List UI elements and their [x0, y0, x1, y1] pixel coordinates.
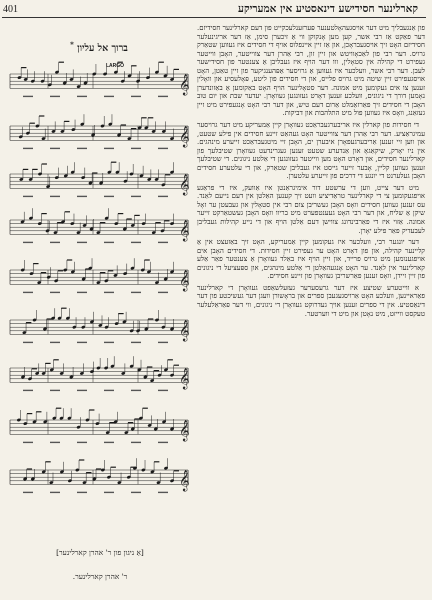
treble-clef-icon: 𝄞: [179, 174, 190, 196]
running-title: קארלינער חסידישע דינאסטיע אין אמעריקע: [238, 3, 418, 15]
treble-clef-icon: 𝄞: [179, 320, 190, 342]
text-column: [197, 24, 425, 596]
title-marker: *: [70, 40, 74, 49]
paragraph: די חסידות פון קארלין איז אריבערגעבראַכט געוואָרן קיין אַמעריקע מיט דער גרויסער עמיגראַציע. דער רבי אַהרן דער צווייטער האָט געהאַט זיינע חסידים אין פילע שטעט, און ווען זיי זענען אַריבערגעפאָרן איבערן ים, האָבן זיי מיטגעבראַכט זייערע מינהגים. אין ניו יאָרק, שיקאַגאָ און אַנדערע שטעט זענען געגרינדעט געוואָרן שטיבלעך פון קארלינער חסידים, און דאָרט האָט מען ווייטער געזונגען די אַלטע ניגונים. די שטיבלעך זענען געווען קליין, אָבער זייער גייסט איז געבליבן שטאַרק, און די עלטערע חסידים האָבן געלערנט די יונגע די דרכים פון זייערע עלטערן.: [197, 121, 425, 181]
treble-clef-icon: 𝄞: [179, 74, 190, 96]
treble-clef-icon: 𝄞: [179, 220, 190, 242]
header-rule: [2, 17, 426, 18]
treble-clef-icon: 𝄞: [179, 368, 190, 390]
treble-clef-icon: 𝄞: [179, 470, 190, 492]
tempo-marking: LARGO: [106, 63, 125, 69]
treble-clef-icon: 𝄞: [179, 420, 190, 442]
paragraph: מיט דער צייט, ווען די ערשטע דור אימיגראַנטן איז אַוועק, איז די פראַגע אויפגעקומען צי די קארלינער טראַדיציע וועט זיך קענען האַלטן אין דעם נייעם לאַנד. עס זענען געווען חסידים וואָס האָבן געשריבן צום רבי אין סטאָלין און געבעטן ער זאָל שיקן אַ שליח, און דער רבי האָט געענטפערט מיט בריוו וואָס האָבן געשטאַרקט זייער אמונה. אַזוי איז די פאַרבינדונג צווישן דעם אַלטן הויף און די נייע קהילות געבליבן לעבעדיק פאַר פילע יאָרן.: [197, 183, 425, 235]
treble-clef-icon: 𝄞: [179, 126, 190, 148]
song-title-text: ברוך אל עליון: [77, 43, 128, 55]
music-score: [6, 24, 192, 564]
treble-clef-icon: 𝄞: [179, 270, 190, 292]
score-caption-author: ר' אהרן קארלינער.: [72, 572, 128, 581]
page-header: [0, 0, 432, 20]
paragraph: א ווייטערע שטיצע איז דער גרעסערער געזעלשאַפט געוואָרן די קארלינער פאַראיינען, וועלכע האָט אַרויסגעגעבן ספרים און בראָשורן וועגן דער געשיכטע פון דער דינאַסטיע. אין די ספרים זענען אויך געדרוקט געוואָרן די ניגונים, ווי דער פּאַראַלעלער טעקסט ווייזט, מיט נאָטן און מיט די ווערטער.: [197, 283, 425, 318]
paragraph: דער יונגער רבי, וועלכער איז געקומען קיין אַמעריקע, האָט זיך באַזעצט אין אַ קליינער קהילה, און פון דאָרט האָט ער געפירט זיין חסידות. די חסידים האָבן אים אויפגענומען מיט גרויס פרייד, און זיין הויף איז באַלד געוואָרן אַ צענטער פאַר אַלע קארלינער אין לאַנד. ער האָט אָנגעהאַלטן די אַלטע מינהגים, און ספּעציעל די ניגונים פון זיין זיידן, וואָס זענען פאַרשריבן געוואָרן פון זיינע חסידים.: [197, 238, 425, 281]
song-title: [6, 40, 192, 54]
page-number: 401: [3, 4, 18, 15]
score-caption: [אַ ניגון פון ר' אהרן קארלינער]: [56, 548, 144, 557]
music-notation-column: [6, 24, 192, 594]
paragraph: פון אַנגעבליך מיט דער אויסגעהאָלטענער פּערזענלעכקייט פון דעם קארלינער חסידיזם. דער פאַקט אַז רבי אשר, קען מען אָנקוקן ווי אַ זיכערן סימן, אַז דער אריגינעלער חסידיזם האָט זיך אויסגעבראָכן, און אַז זיין איינפלוס אויף די חסידים איז געווען שטאַרק גרויס. דער רבי פון לאַכאָוויטש און זיין זון, רבי אַהרן דער צווייטער, האָבן ווייטער געפירט די קהילה אין סטאָלין, ווו דער הויף איז געבליבן אַ צענטער פון חסידישער לעבן. דער רבי אשר, וועלכער איז געווען אַ גרויסער אַפּהענגיקער פון זיין טאַטן, האָט אויסגעפירט זיין שיטה מיט גרויס פלייס, און די חסידים פון ליטע, פּאָלעסיע און וואָלין זענען צו אים געקומען מיט אמונה. דער סטאָלינער הויף האָט באַקומען אַ באַזונדערן נאָמען דורך די ניגונים, וועלכע זענען דאָרט געזונגען געוואָרן. יעדער שבת און יום טוב האָבן די חסידים זיך פאַרזאַמלט אַרום דעם טיש, און דער רבי האָט אָנגעפירט מיט זיין געזאַנג, וואָס איז געווען פול מיט התלהבות און דביקות.: [197, 24, 425, 118]
